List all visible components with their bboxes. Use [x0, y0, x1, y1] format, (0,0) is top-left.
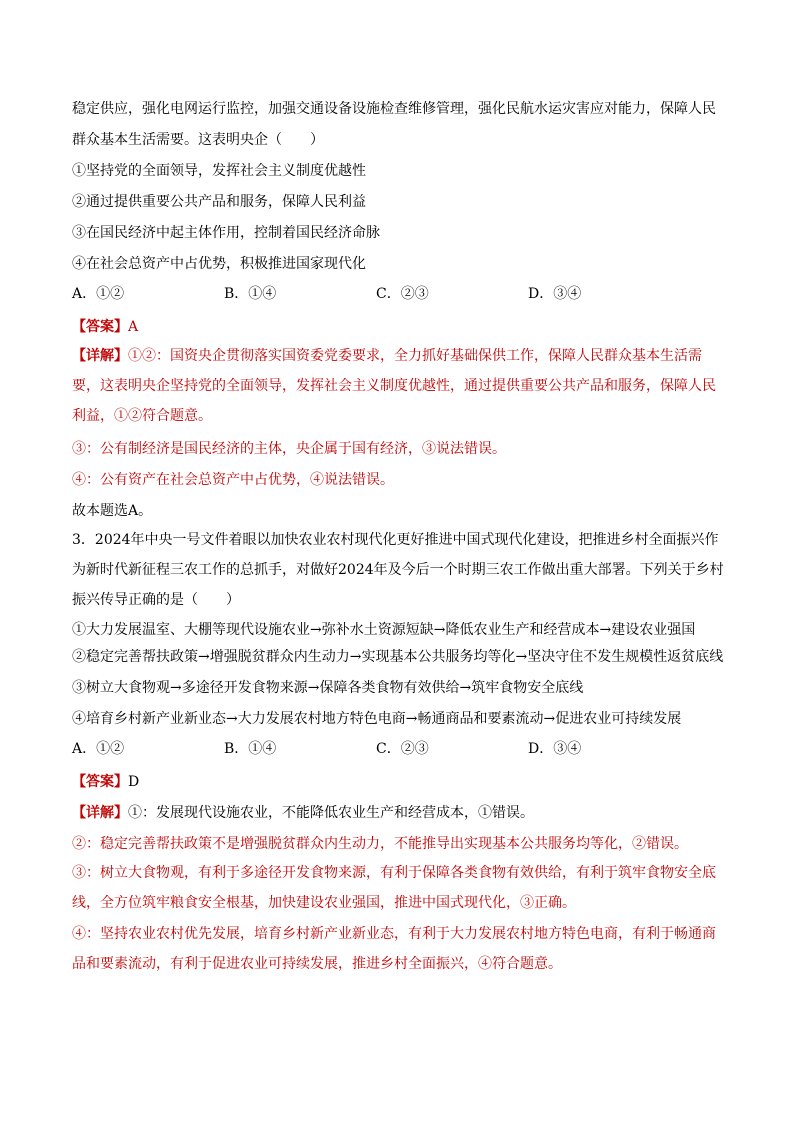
detail-tag: 【详解】: [72, 805, 128, 821]
statement: ④培育乡村新产业新业态→大力发展农村地方特色电商→畅通商品和要素流动→促进农业可持续发展: [72, 711, 682, 727]
detail-line: [72, 802, 726, 824]
answer-line: [72, 316, 726, 338]
question-stem: 3．2024年中央一号文件着眼以加快农业农村现代化更好推进中国式现代化建设，把推进乡村全面振兴作为新时代新征程三农工作的总抓手，对做好2024年及今后一个时期三农工作做出重大部署。下列关于乡村振兴传导正确的是（ ）: [72, 532, 724, 608]
detail-paragraph: ③：树立大食物观，有利于多途径开发食物来源，有利于保障各类食物有效供给，有利于筑牢食物安全底线，全方位筑牢粮食安全根基，加快建设农业强国，推进中国式现代化，③正确。: [72, 865, 716, 911]
statement: ①坚持党的全面领导，发挥社会主义制度优越性: [72, 163, 366, 179]
statement: ②稳定完善帮扶政策→增强脱贫群众内生动力→实现基本公共服务均等化→坚决守住不发生规模性返贫底线: [72, 649, 724, 665]
answer-value: D: [128, 774, 140, 790]
conclusion: 故本题选A。: [72, 503, 153, 519]
option-d: D．③④: [528, 286, 582, 302]
option-a: A．①②: [72, 286, 125, 302]
detail-line: ④：公有资产在社会总资产中占优势，④说法错误。: [72, 472, 394, 488]
answer-options: [72, 283, 726, 305]
detail-tag: 【详解】: [72, 348, 128, 364]
option-a: A．①②: [72, 741, 125, 757]
document-page: [72, 98, 726, 979]
option-c: C．②③: [376, 286, 429, 302]
option-d: D．③④: [528, 741, 582, 757]
answer-value: A: [128, 319, 139, 335]
detail-text: ①②：国资央企贯彻落实国资委党委要求，全力抓好基础保供工作，保障人民群众基本生活需要，这表明央企坚持党的全面领导，发挥社会主义制度优越性，通过提供重要公共产品和服务，保障人民利益，①②符合题意。: [72, 348, 716, 424]
answer-tag: 【答案】: [72, 319, 128, 335]
answer-tag: 【答案】: [72, 774, 128, 790]
answer-line: [72, 771, 726, 793]
detail-line: ③：公有制经济是国民经济的主体，央企属于国有经济，③说法错误。: [72, 441, 506, 457]
statement: ③树立大食物观→多途径开发食物来源→保障各类食物有效供给→筑牢食物安全底线: [72, 680, 584, 696]
detail-line: ②：稳定完善帮扶政策不是增强脱贫群众内生动力，不能推导出实现基本公共服务均等化，②错误。: [72, 836, 688, 852]
question-stem-line: 群众基本生活需要。这表明央企（ ）: [72, 132, 324, 148]
detail-text: ①：发展现代设施农业，不能降低农业生产和经营成本，①错误。: [128, 805, 534, 821]
detail-paragraph: ④：坚持农业农村优先发展，培育乡村新产业新业态，有利于大力发展农村地方特色电商，有利于畅通商品和要素流动，有利于促进农业可持续发展，推进乡村全面振兴，④符合题意。: [72, 926, 716, 972]
statement: ①大力发展温室、大棚等现代设施农业→弥补水土资源短缺→降低农业生产和经营成本→建设农业强国: [72, 622, 696, 638]
option-b: B．①④: [224, 286, 277, 302]
option-b: B．①④: [224, 741, 277, 757]
answer-options: [72, 738, 726, 760]
statement: ④在社会总资产中占优势，积极推进国家现代化: [72, 256, 366, 272]
detail-paragraph: [72, 341, 726, 431]
option-c: C．②③: [376, 741, 429, 757]
question-stem-line: 稳定供应，强化电网运行监控，加强交通设备设施检查维修管理，强化民航水运灾害应对能力，保障人民: [72, 101, 716, 117]
statement: ②通过提供重要公共产品和服务，保障人民利益: [72, 194, 366, 210]
statement: ③在国民经济中起主体作用，控制着国民经济命脉: [72, 225, 380, 241]
